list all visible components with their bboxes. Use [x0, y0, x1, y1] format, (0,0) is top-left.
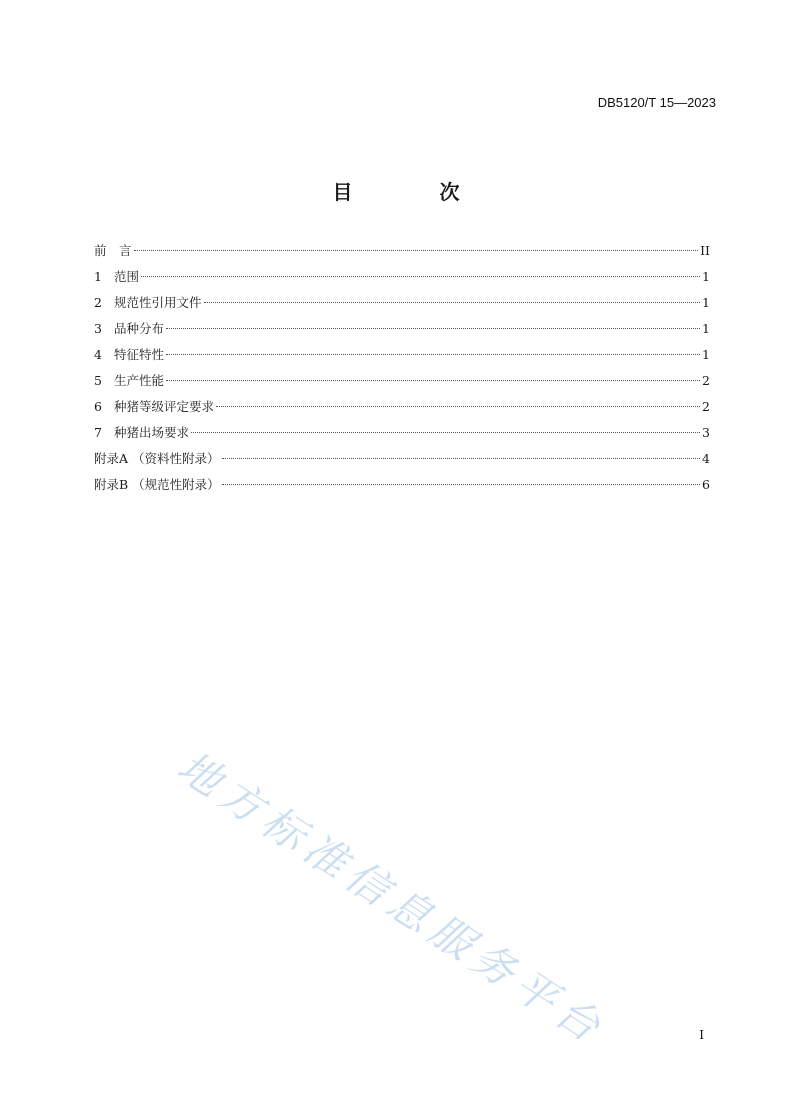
- toc-dot-leader: [134, 250, 699, 251]
- toc-dot-leader: [141, 276, 700, 277]
- toc-entry-label: 附录B （规范性附录）: [94, 477, 220, 492]
- toc-dot-leader: [166, 328, 700, 329]
- toc-entry[interactable]: [94, 397, 710, 423]
- page-number: I: [699, 1028, 704, 1042]
- toc-entry[interactable]: [94, 293, 710, 319]
- toc-entry-number: 3: [94, 321, 102, 336]
- toc-entry-label: 种猪等级评定要求: [114, 399, 215, 414]
- toc-entry-number: 2: [94, 295, 102, 310]
- toc-entry-label: 附录A （资料性附录）: [94, 451, 220, 466]
- table-of-contents: [94, 241, 710, 501]
- toc-entry-page: 1: [702, 321, 710, 336]
- toc-entry-page: 1: [702, 347, 710, 362]
- toc-entry-page: 1: [702, 295, 710, 310]
- toc-entry-number: 5: [94, 373, 102, 388]
- toc-entry-page: 2: [702, 373, 710, 388]
- toc-dot-leader: [166, 354, 700, 355]
- toc-entry[interactable]: [94, 449, 710, 475]
- toc-entry[interactable]: [94, 319, 710, 345]
- watermark: 地方标准信息服务平台: [168, 741, 615, 1056]
- toc-entry-page: 1: [702, 269, 710, 284]
- toc-entry-label: 范围: [114, 269, 140, 284]
- page-title: 目 次: [332, 180, 500, 204]
- toc-entry-label: 生产性能: [114, 373, 165, 388]
- toc-dot-leader: [204, 302, 701, 303]
- toc-entry-page: II: [700, 243, 710, 258]
- toc-dot-leader: [191, 432, 700, 433]
- toc-entry[interactable]: [94, 475, 710, 501]
- toc-entry[interactable]: [94, 241, 710, 267]
- toc-entry[interactable]: [94, 423, 710, 449]
- toc-entry-page: 3: [702, 425, 710, 440]
- document-code: DB5120/T 15—2023: [597, 95, 716, 110]
- toc-entry-label: 规范性引用文件: [114, 295, 202, 310]
- toc-entry-number: 1: [94, 269, 102, 284]
- toc-dot-leader: [166, 380, 700, 381]
- toc-entry-label: 种猪出场要求: [114, 425, 190, 440]
- toc-entry-page: 4: [702, 451, 710, 466]
- toc-entry-number: 7: [94, 425, 102, 440]
- toc-entry[interactable]: [94, 371, 710, 397]
- toc-entry-label: 前 言: [94, 243, 132, 258]
- toc-dot-leader: [222, 458, 701, 459]
- toc-dot-leader: [216, 406, 700, 407]
- toc-entry-label: 特征特性: [114, 347, 165, 362]
- toc-entry-label: 品种分布: [114, 321, 165, 336]
- toc-entry[interactable]: [94, 267, 710, 293]
- toc-entry[interactable]: [94, 345, 710, 371]
- toc-entry-page: 2: [702, 399, 710, 414]
- toc-entry-number: 4: [94, 347, 102, 362]
- toc-entry-page: 6: [702, 477, 710, 492]
- toc-entry-number: 6: [94, 399, 102, 414]
- toc-dot-leader: [222, 484, 700, 485]
